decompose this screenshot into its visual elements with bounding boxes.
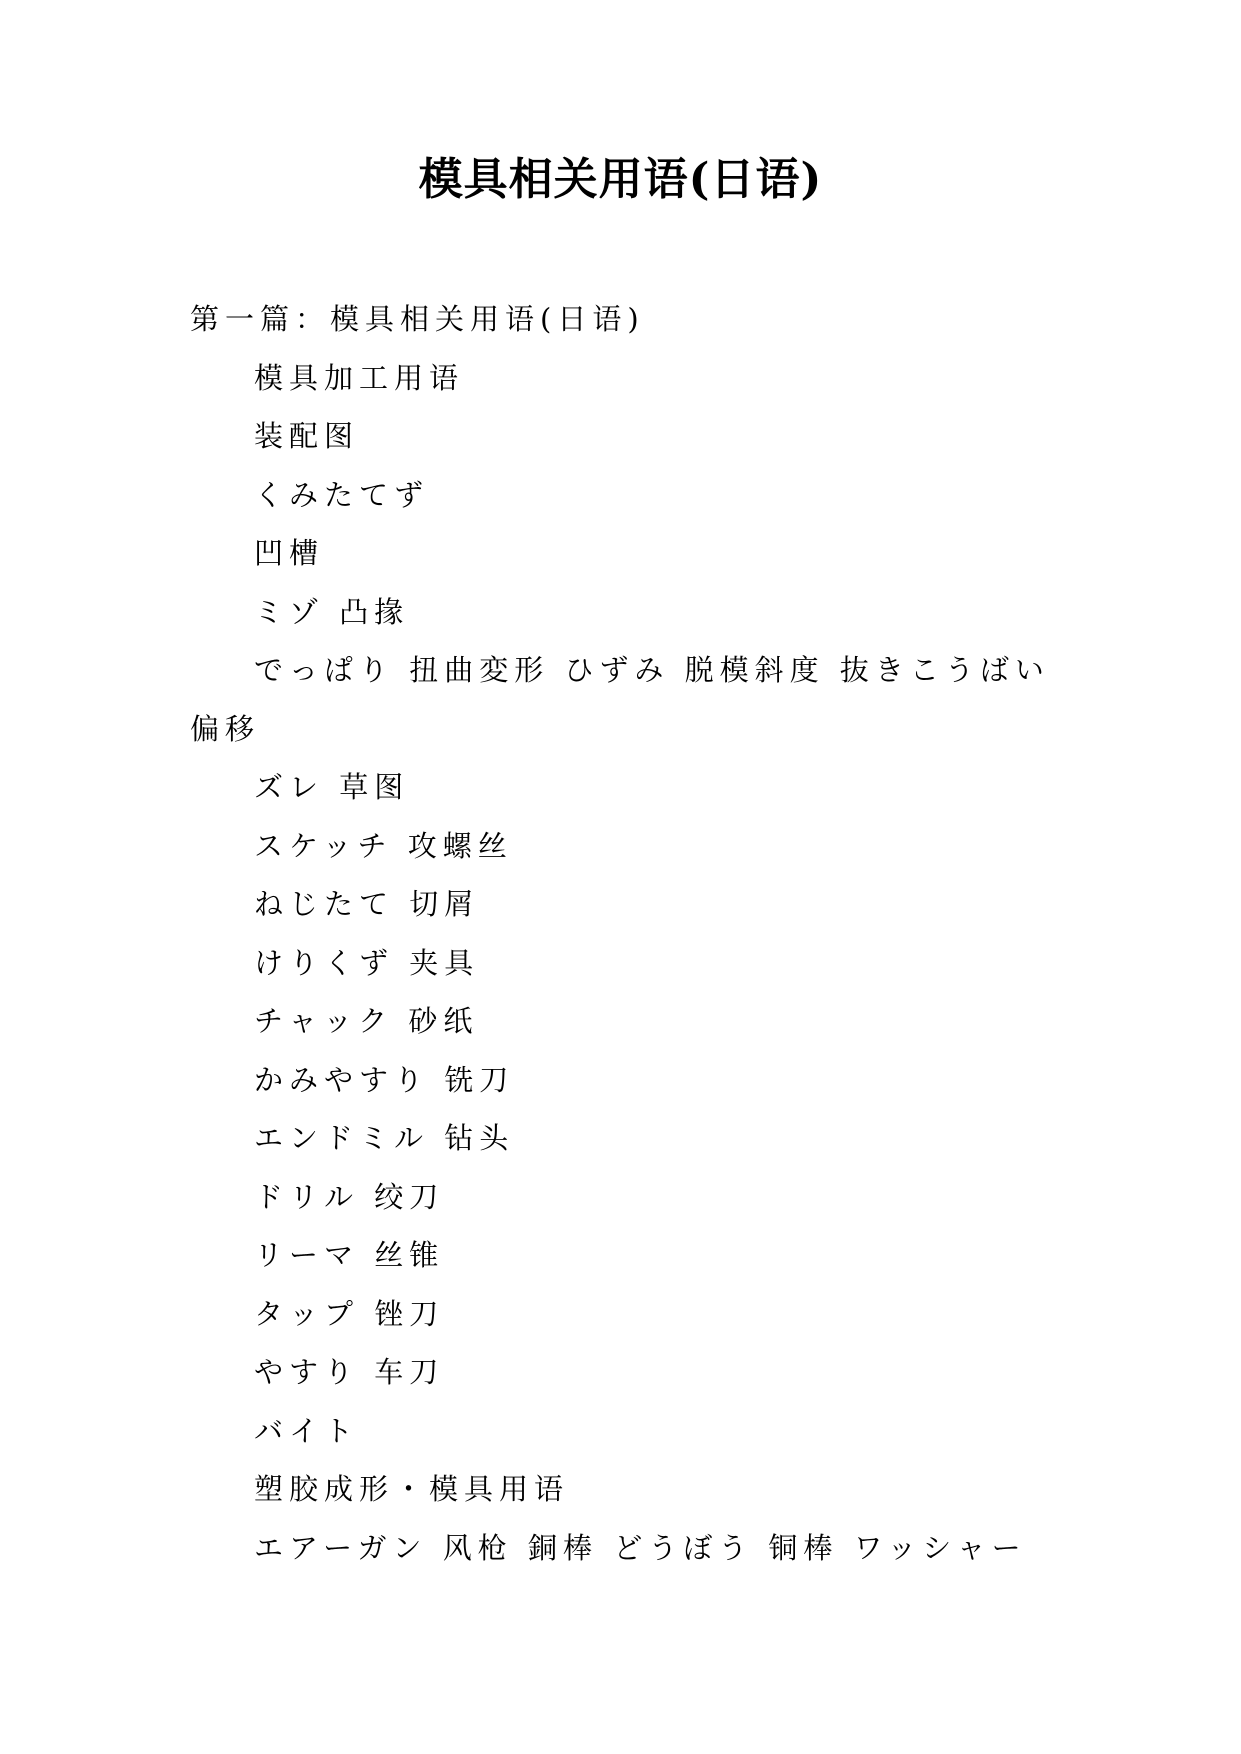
paragraph: エンドミル 钻头	[254, 1121, 515, 1155]
paragraph: 塑胶成形・模具用语	[254, 1472, 570, 1506]
paragraph: タップ 锉刀	[254, 1296, 445, 1331]
paragraph: チャック 砂纸	[254, 1004, 479, 1038]
paragraph: かみやすり 铣刀	[254, 1062, 515, 1097]
paragraph: スケッチ 攻螺丝	[254, 828, 513, 863]
paragraph: 模具加工用语	[254, 360, 465, 395]
document-body	[190, 290, 1050, 1577]
paragraph: ズレ 草图	[254, 770, 410, 804]
paragraph: ドリル 绞刀	[254, 1179, 445, 1214]
paragraph: バイト	[254, 1413, 360, 1448]
paragraph: エアーガン 风枪 銅棒 どうぼう 铜棒 ワッシャー	[254, 1530, 1027, 1565]
paragraph: けりくず 夹具	[254, 945, 480, 980]
paragraph: やすり 车刀	[254, 1355, 445, 1389]
paragraph: ねじたて 切屑	[254, 887, 480, 921]
paragraph: リーマ 丝锥	[254, 1238, 445, 1272]
paragraph: ミゾ 凸掾	[254, 594, 410, 629]
paragraph: 凹槽	[254, 536, 325, 570]
paragraph-heading: 第一篇：模具相关用语(日语)	[190, 302, 645, 336]
paragraph: くみたてず	[254, 477, 430, 512]
document-title: 模具相关用语(日语)	[418, 154, 823, 205]
paragraph: でっぱり 扭曲変形 ひずみ 脱模斜度 抜きこうばい偏移	[190, 653, 1050, 746]
paragraph: 装配图	[254, 419, 360, 453]
